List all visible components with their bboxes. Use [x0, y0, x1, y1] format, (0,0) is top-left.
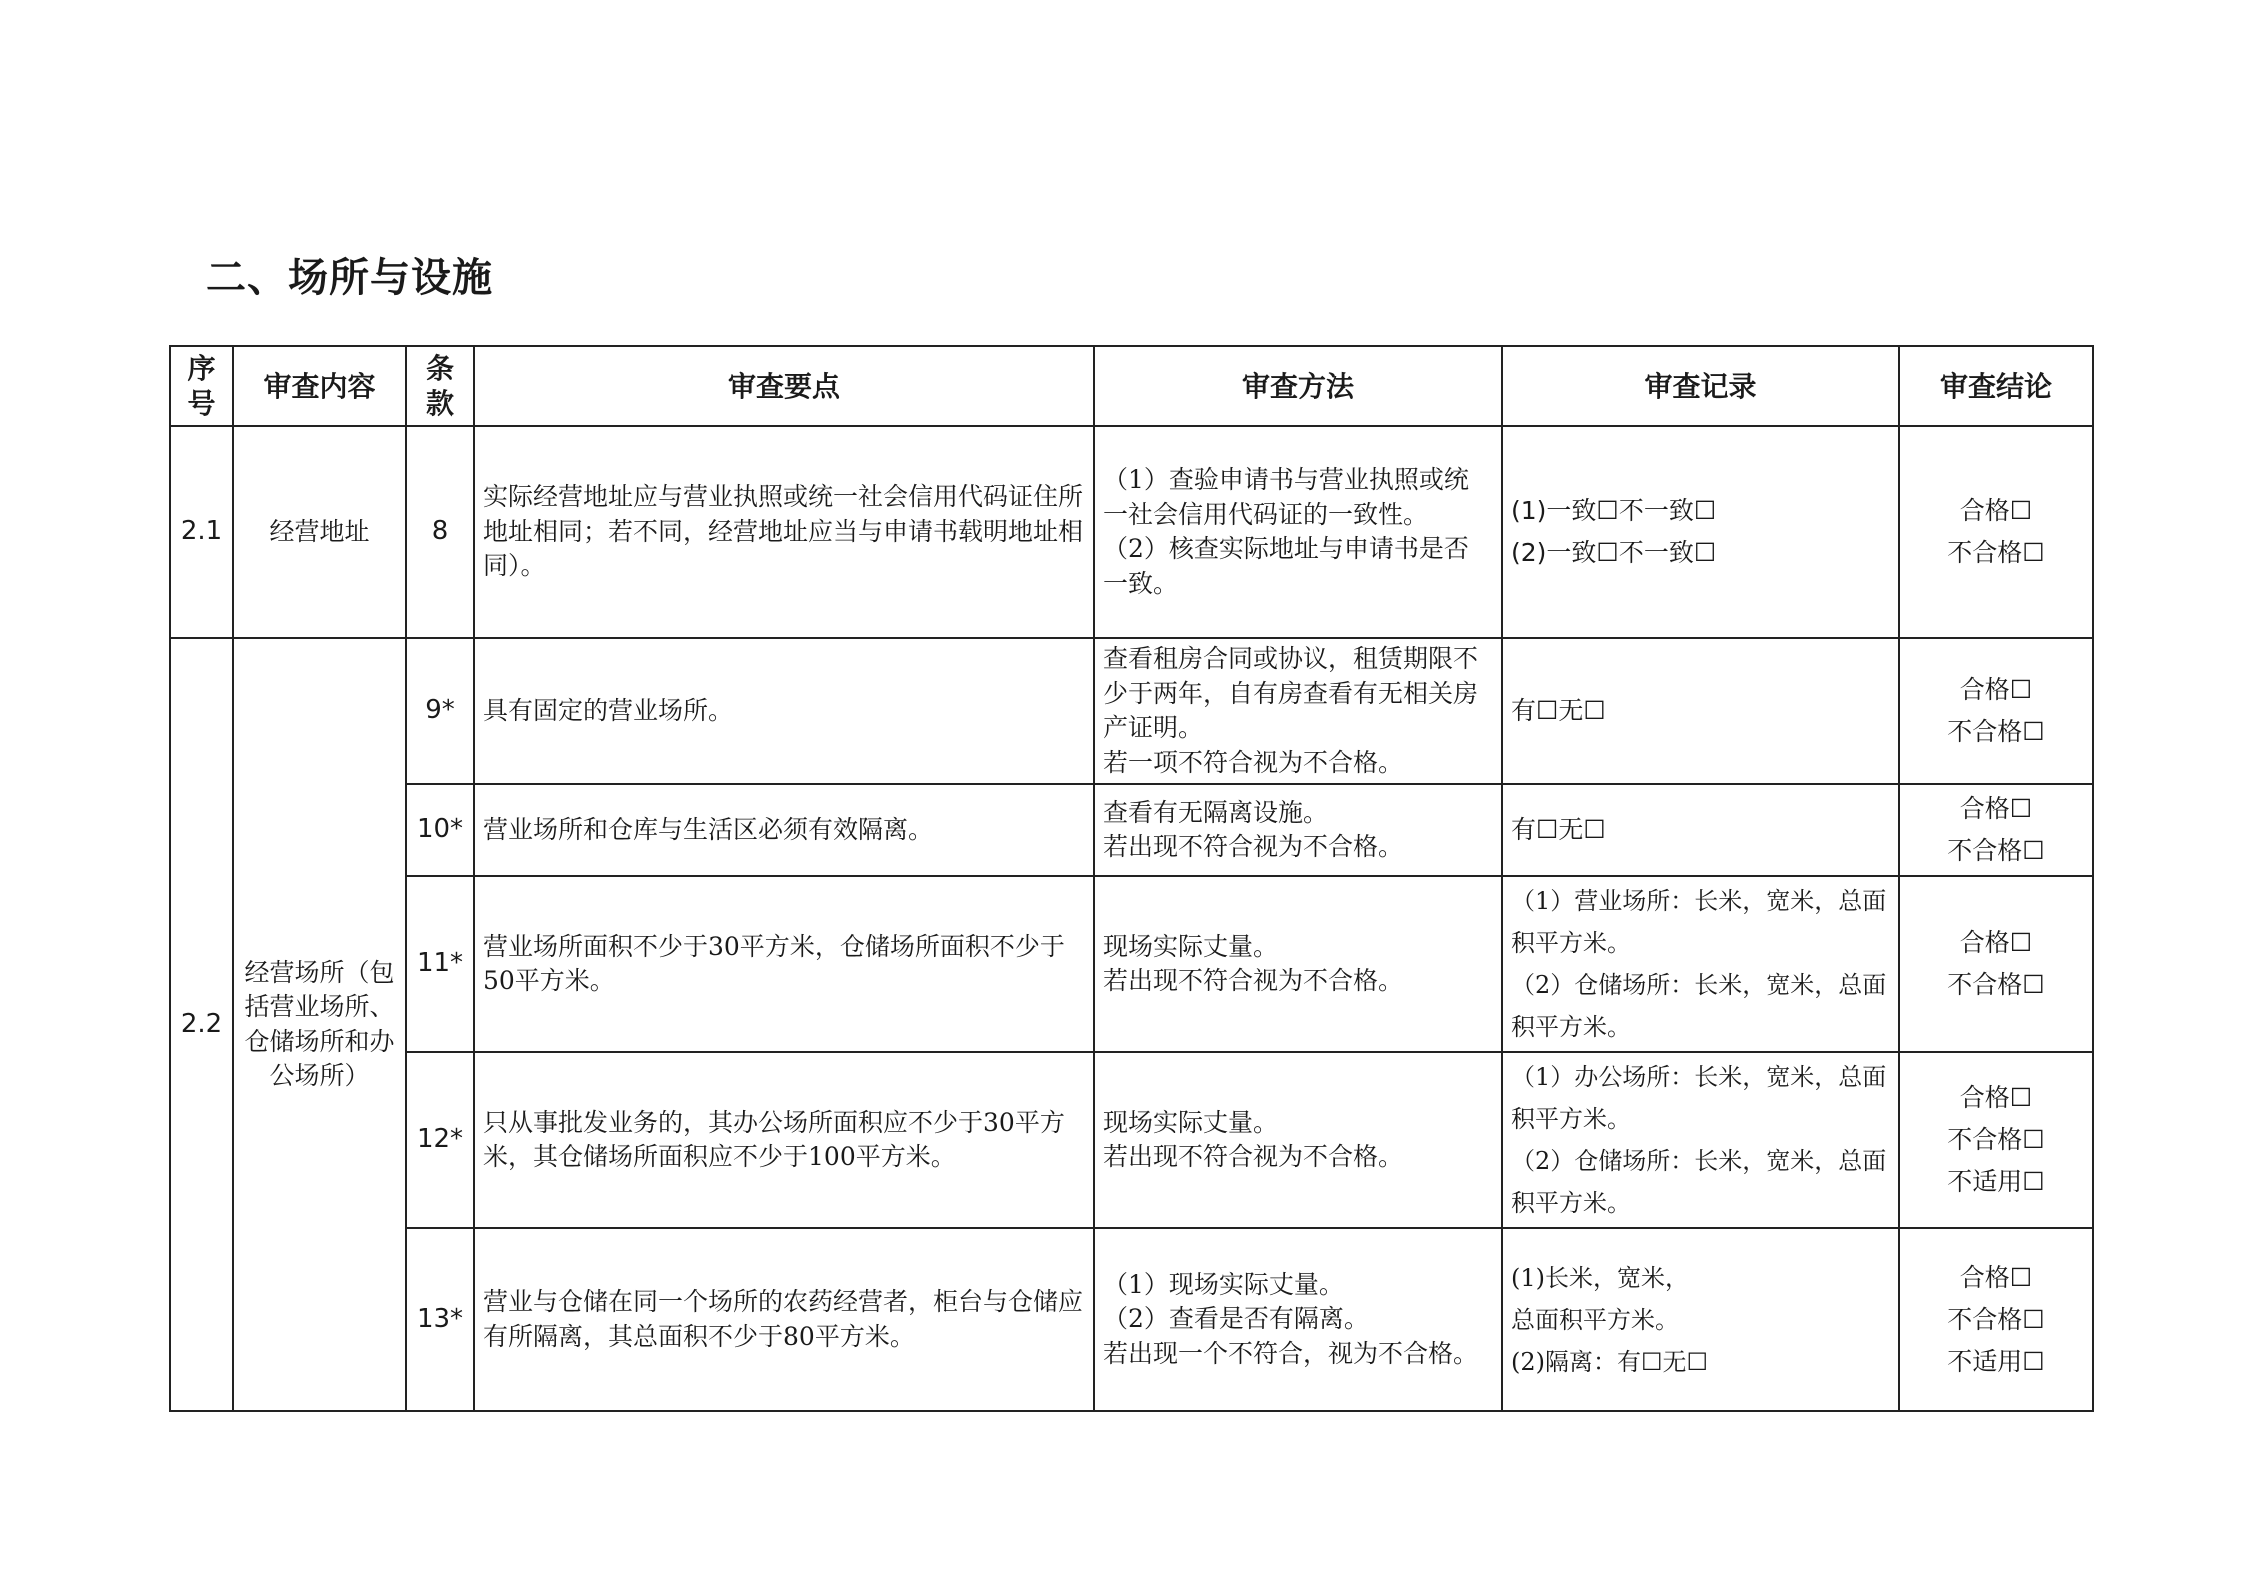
row-content: 经营场所（包括营业场所、仓储场所和办公场所）: [233, 638, 406, 1411]
row-method: （1）查验申请书与营业执照或统一社会信用代码证的一致性。 （2）核查实际地址与申请书是否一致。: [1094, 426, 1502, 638]
row-clause: 12*: [406, 1052, 474, 1228]
header-content: 审查内容: [233, 346, 406, 426]
row-method: 查看租房合同或协议，租赁期限不少于两年，自有房查看有无相关房产证明。 若一项不符合视为不合格。: [1094, 638, 1502, 784]
table-row: [170, 1228, 2093, 1411]
row-points: 只从事批发业务的，其办公场所面积应不少于30平方米，其仓储场所面积应不少于100平方米。: [474, 1052, 1094, 1228]
row-record: (1)长米，宽米， 总面积平方米。 (2)隔离：有☐无☐: [1502, 1228, 1899, 1411]
table-row: [170, 876, 2093, 1052]
row-record: (1)一致☐不一致☐ (2)一致☐不一致☐: [1502, 426, 1899, 638]
header-record: 审查记录: [1502, 346, 1899, 426]
header-points: 审查要点: [474, 346, 1094, 426]
row-clause: 9*: [406, 638, 474, 784]
row-method: 现场实际丈量。 若出现不符合视为不合格。: [1094, 1052, 1502, 1228]
header-clause: 条 款: [406, 346, 474, 426]
table-row: [170, 1052, 2093, 1228]
page-title: 二、场所与设施: [206, 255, 493, 301]
row-clause: 11*: [406, 876, 474, 1052]
row-points: 营业场所面积不少于30平方米，仓储场所面积不少于50平方米。: [474, 876, 1094, 1052]
row-record: （1）营业场所：长米，宽米，总面积平方米。 （2）仓储场所：长米，宽米，总面积平方米。: [1502, 876, 1899, 1052]
header-seq: 序 号: [170, 346, 233, 426]
table-row: [170, 426, 2093, 638]
row-points: 营业与仓储在同一个场所的农药经营者，柜台与仓储应有所隔离，其总面积不少于80平方米。: [474, 1228, 1094, 1411]
row-clause: 10*: [406, 784, 474, 876]
row-conclusion: 合格☐ 不合格☐ 不适用☐: [1899, 1228, 2093, 1411]
row-points: 营业场所和仓库与生活区必须有效隔离。: [474, 784, 1094, 876]
row-seq: 2.2: [170, 638, 233, 1411]
row-points: 实际经营地址应与营业执照或统一社会信用代码证住所地址相同；若不同，经营地址应当与申请书载明地址相同）。: [474, 426, 1094, 638]
row-conclusion: 合格☐ 不合格☐ 不适用☐: [1899, 1052, 2093, 1228]
row-content: 经营地址: [233, 426, 406, 638]
header-conclusion: 审查结论: [1899, 346, 2093, 426]
row-method: （1）现场实际丈量。 （2）查看是否有隔离。 若出现一个不符合，视为不合格。: [1094, 1228, 1502, 1411]
row-record: （1）办公场所：长米，宽米，总面积平方米。 （2）仓储场所：长米，宽米，总面积平方米。: [1502, 1052, 1899, 1228]
row-method: 查看有无隔离设施。 若出现不符合视为不合格。: [1094, 784, 1502, 876]
row-clause: 8: [406, 426, 474, 638]
table-row: [170, 784, 2093, 876]
header-method: 审查方法: [1094, 346, 1502, 426]
review-table: [169, 345, 2094, 1412]
row-conclusion: 合格☐ 不合格☐: [1899, 784, 2093, 876]
row-conclusion: 合格☐ 不合格☐: [1899, 426, 2093, 638]
row-record: 有☐无☐: [1502, 638, 1899, 784]
row-record: 有☐无☐: [1502, 784, 1899, 876]
row-seq: 2.1: [170, 426, 233, 638]
row-conclusion: 合格☐ 不合格☐: [1899, 876, 2093, 1052]
header-row: [170, 346, 2093, 426]
row-method: 现场实际丈量。 若出现不符合视为不合格。: [1094, 876, 1502, 1052]
table-row: [170, 638, 2093, 784]
row-points: 具有固定的营业场所。: [474, 638, 1094, 784]
row-conclusion: 合格☐ 不合格☐: [1899, 638, 2093, 784]
row-clause: 13*: [406, 1228, 474, 1411]
